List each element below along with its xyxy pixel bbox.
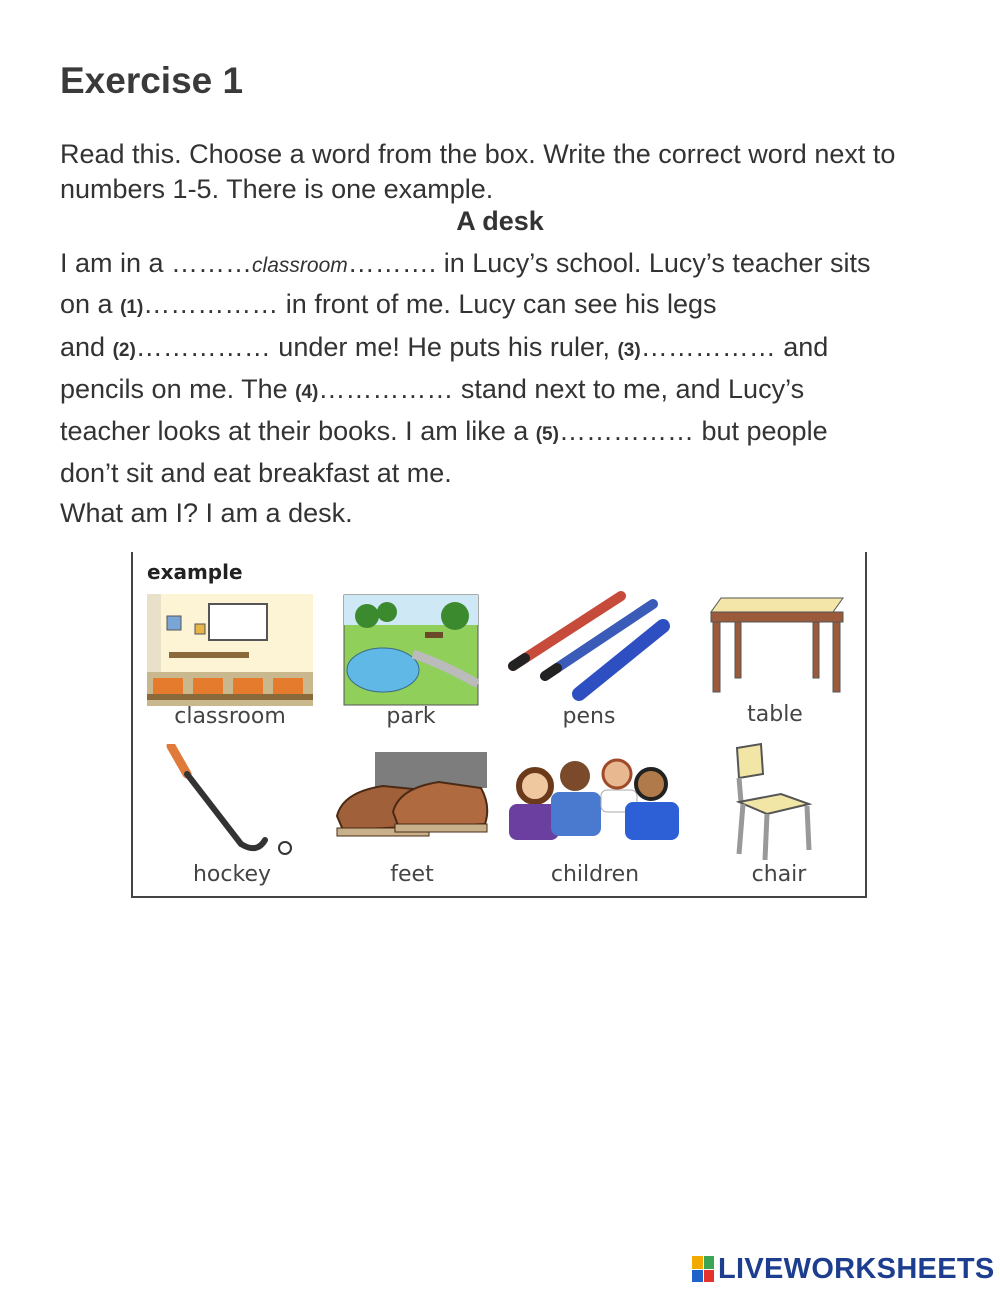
passage-line-7: What am I? I am a desk. xyxy=(60,497,353,528)
word-card-pens xyxy=(505,590,685,730)
passage-line-3: and (2)…………… under me! He puts his ruler, (3)…………… and xyxy=(60,331,829,362)
classroom-picture xyxy=(145,594,315,706)
children-picture xyxy=(505,756,685,846)
word-table: table xyxy=(747,702,803,727)
passage-line-5: teacher looks at their books. I am like a (5)…………… but people xyxy=(60,416,828,447)
answer-blank-4[interactable]: …………… stand next to me, and Lucy’s xyxy=(318,373,805,404)
answer-blank-2[interactable]: …………… under me! He puts his ruler, xyxy=(135,331,618,362)
blank-number-3: (3) xyxy=(617,339,641,361)
blank-number-4: (4) xyxy=(295,381,319,403)
answer-blank-1[interactable]: …………… in front of me. Lucy can see his legs xyxy=(143,289,717,320)
word-chair: chair xyxy=(751,862,807,887)
park-picture xyxy=(343,594,479,706)
word-classroom: classroom xyxy=(174,704,286,729)
logo-square-4 xyxy=(704,1270,715,1283)
word-park: park xyxy=(386,704,436,729)
logo-square-1 xyxy=(692,1256,703,1269)
word-card-chair xyxy=(689,742,869,887)
liveworksheets-logo xyxy=(692,1252,995,1286)
passage-heading: A desk xyxy=(456,206,544,236)
blank-number-5: (5) xyxy=(535,424,559,446)
logo-text: LIVEWORKSHEETS xyxy=(718,1252,995,1285)
logo-square-2 xyxy=(704,1256,715,1269)
liveworksheets-logo-icon xyxy=(692,1256,714,1282)
passage-line-2: on a (1)…………… in front of me. Lucy can see his legs xyxy=(60,289,717,320)
blank-number-2: (2) xyxy=(112,339,136,361)
exercise-title: Exercise 1 xyxy=(60,60,244,101)
word-card-classroom xyxy=(145,594,325,734)
example-answer: classroom xyxy=(252,254,348,277)
word-feet: feet xyxy=(390,862,434,887)
answer-blank-3[interactable]: …………… and xyxy=(640,331,829,362)
passage-line-4: pencils on me. The (4)…………… stand next to me, and Lucy’s xyxy=(60,373,805,404)
word-box-label: example xyxy=(147,560,243,584)
answer-blank-5[interactable]: …………… but people xyxy=(558,416,828,447)
word-box xyxy=(131,552,867,898)
hockey-picture xyxy=(157,744,307,856)
table-picture xyxy=(705,594,845,700)
word-card-feet xyxy=(333,752,513,892)
pens-picture xyxy=(505,590,673,706)
passage-line-1: I am in a ………classroom………. in Lucy’s school. Lucy’s teacher sits xyxy=(60,248,871,278)
word-card-table xyxy=(705,594,885,734)
chair-picture xyxy=(689,742,869,860)
logo-square-3 xyxy=(692,1270,703,1283)
word-pens: pens xyxy=(562,704,616,729)
passage xyxy=(60,244,960,533)
feet-picture xyxy=(333,752,491,856)
word-card-park xyxy=(343,594,523,734)
word-card-hockey xyxy=(157,744,337,887)
word-children: children xyxy=(550,862,640,887)
blank-number-1: (1) xyxy=(120,297,144,319)
passage-line-6: don’t sit and eat breakfast at me. xyxy=(60,458,452,489)
instructions: Read this. Choose a word from the box. Write the correct word next to numbers 1-5. There is one example. xyxy=(60,139,896,204)
word-card-children xyxy=(505,756,685,896)
word-hockey: hockey xyxy=(192,862,271,887)
